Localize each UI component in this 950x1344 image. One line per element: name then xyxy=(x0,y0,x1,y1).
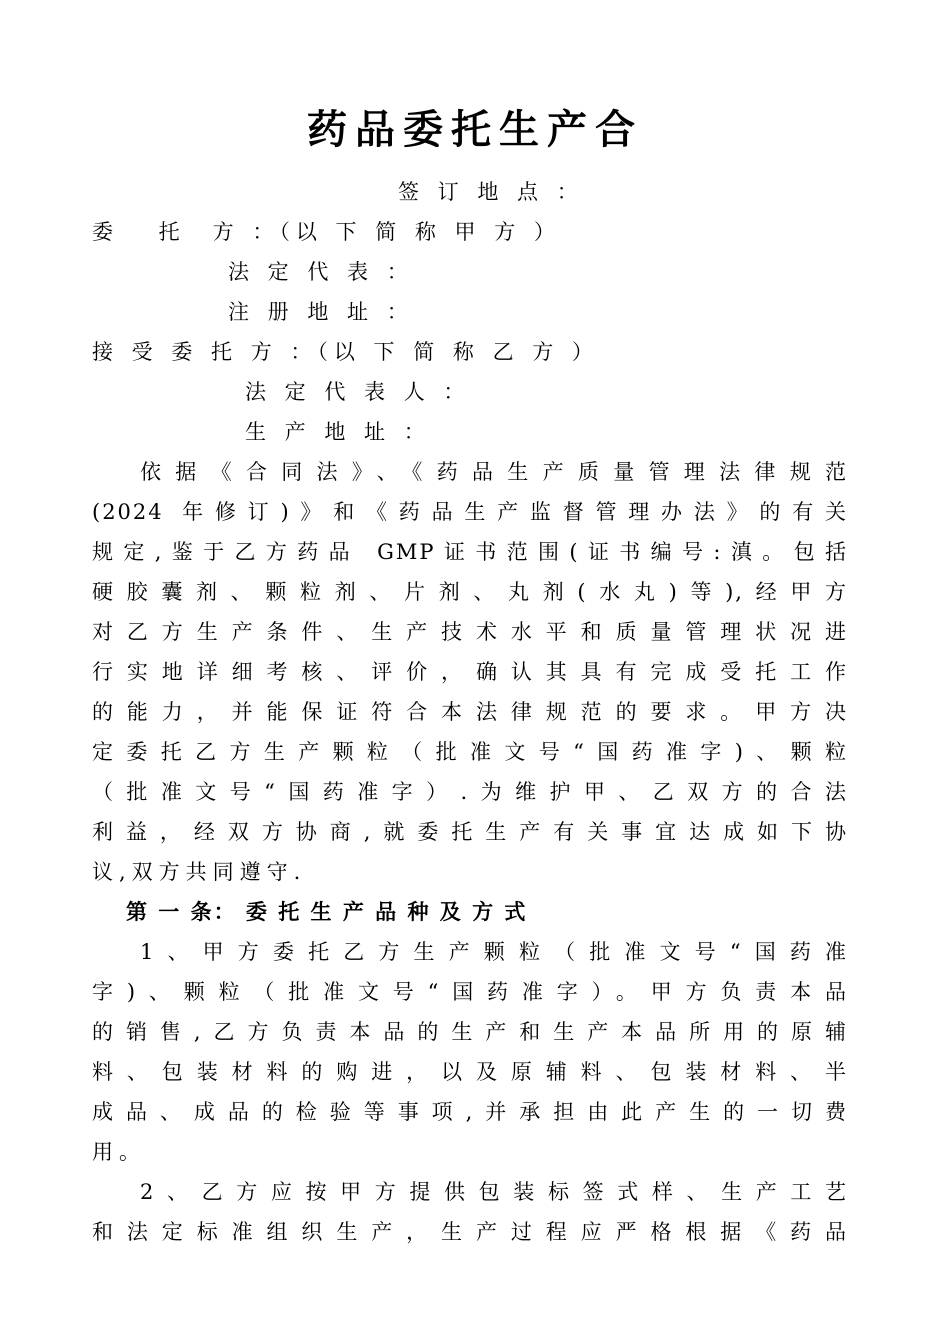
document-title: 药品委托生产合 xyxy=(307,107,643,153)
preamble-line: 依据《合同法》、《药品生产质量管理法律规范 xyxy=(140,460,848,484)
preamble-line: 定委托乙方生产颗粒（批准文号“国药准字)、颗粒 xyxy=(92,740,848,764)
clause-1-line: 1、甲方委托乙方生产颗粒（批准文号“国药准 xyxy=(140,940,848,964)
preamble-line: 的能力，并能保证符合本法律规范的要求。甲方决 xyxy=(92,700,848,724)
preamble-line: 议,双方共同遵守. xyxy=(92,860,307,884)
party-b-label: 接 受 委 托 方 ：（以 下 简 称 乙 方 ） xyxy=(92,340,599,364)
preamble-line: 硬胶囊剂、颗粒剂、片剂、丸剂(水丸)等),经甲方 xyxy=(92,580,848,604)
party-a-legal-rep: 法 定 代 表 ： xyxy=(228,260,414,284)
preamble-line: （批准文号“国药准字）.为维护甲、乙双方的合法 xyxy=(92,780,848,804)
clause-1-line: 用。 xyxy=(92,1140,146,1164)
clause-2-line: 和法定标准组织生产，生产过程应严格根据《药品 xyxy=(92,1220,848,1244)
preamble-line: 利益，经双方协商,就委托生产有关事宜达成如下协 xyxy=(92,820,848,844)
preamble-line: 对乙方生产条件、生产技术水平和质量管理状况进 xyxy=(92,620,848,644)
clause-1-line: 料、包装材料的购进，以及原辅料、包装材料、半 xyxy=(92,1060,848,1084)
party-a-reg-address: 注 册 地 址 ： xyxy=(228,300,414,324)
preamble-line: 规定,鉴于乙方药品 GMP证书范围(证书编号:滇。包括 xyxy=(92,540,848,564)
clause-2-line: 2、乙方应按甲方提供包装标签式样、生产工艺 xyxy=(140,1180,848,1204)
clause-1-line: 成品、成品的检验等事项,并承担由此产生的一切费 xyxy=(92,1100,848,1124)
clause-1-line: 的销售,乙方负责本品的生产和生产本品所用的原辅 xyxy=(92,1020,848,1044)
party-a-label: 委 托 方 ：（以 下 简 称 甲 方 ） xyxy=(92,220,561,244)
preamble-line: (2024 年修订)》和《药品生产监督管理办法》的有关 xyxy=(92,500,848,524)
preamble-line: 行实地详细考核、评价，确认其具有完成受托工作 xyxy=(92,660,848,684)
party-b-legal-rep: 法 定 代 表 人 ： xyxy=(245,380,471,404)
clause-1-line: 字)、颗粒（批准文号“国药准字）。甲方负责本品 xyxy=(92,980,848,1004)
party-b-prod-address: 生 产 地 址 ： xyxy=(245,420,431,444)
signing-place: 签 订 地 点 ： xyxy=(398,180,584,204)
article-1-heading: 第 一 条： 委 托 生 产 品 种 及 方 式 xyxy=(126,900,528,924)
